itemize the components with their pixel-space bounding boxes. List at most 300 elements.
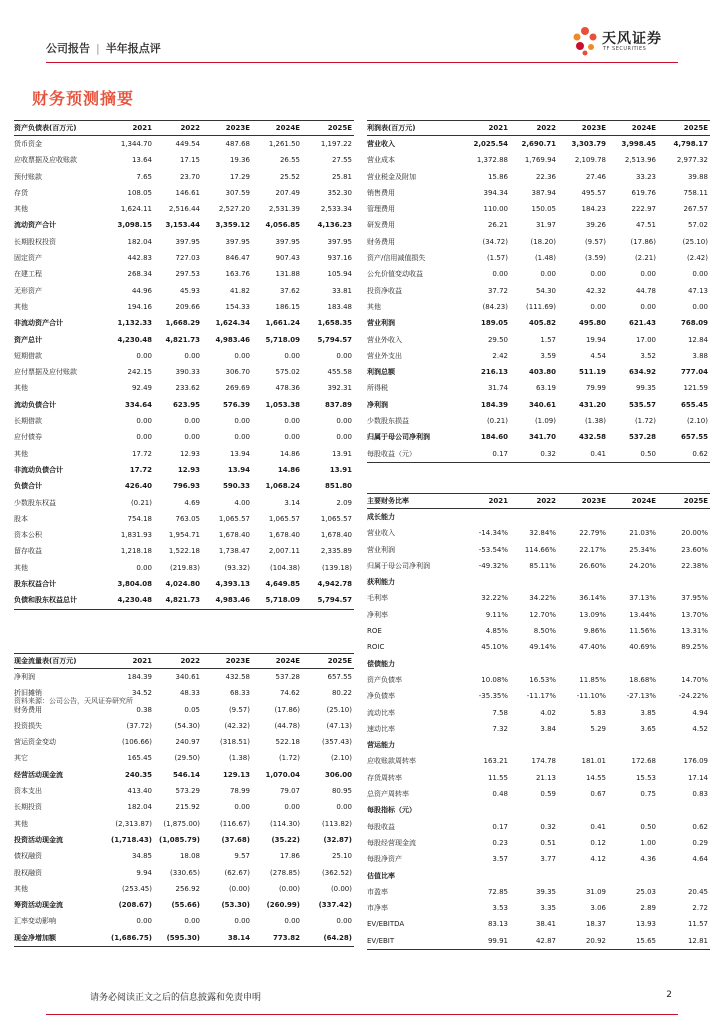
cell-value: 23.70 bbox=[179, 172, 200, 181]
cell-value: 13.64 bbox=[131, 156, 152, 165]
table-row bbox=[14, 462, 354, 478]
cell-value: 14.86 bbox=[277, 465, 300, 474]
balance-sheet-table bbox=[14, 120, 354, 610]
row-label: 流动负债合计 bbox=[14, 400, 56, 409]
cell-value: 0.17 bbox=[492, 822, 508, 831]
table-row bbox=[367, 413, 710, 429]
cell-value: 7.32 bbox=[492, 724, 508, 733]
cell-value: 33.23 bbox=[635, 172, 656, 181]
row-label: 在建工程 bbox=[14, 270, 42, 279]
cell-value: (62.67) bbox=[224, 868, 250, 877]
cell-value: 2.09 bbox=[336, 498, 352, 507]
table-row bbox=[367, 672, 710, 688]
cell-value: 0.00 bbox=[692, 270, 708, 279]
cell-value: 9.57 bbox=[234, 852, 250, 861]
cell-value bbox=[462, 737, 510, 753]
row-label: 其他 bbox=[14, 384, 28, 393]
table-row bbox=[367, 542, 710, 558]
cell-value: 129.13 bbox=[222, 770, 250, 779]
cell-value: 0.00 bbox=[284, 803, 300, 812]
row-label: 存货 bbox=[14, 188, 28, 197]
table-row bbox=[14, 543, 354, 559]
cell-value bbox=[608, 509, 658, 526]
cell-value: 9.94 bbox=[136, 868, 152, 877]
cell-value bbox=[510, 656, 558, 672]
column-header: 2021 bbox=[462, 494, 510, 509]
table-header-row bbox=[367, 121, 710, 136]
table-row bbox=[367, 169, 710, 185]
cell-value: 390.33 bbox=[175, 368, 200, 377]
cell-value: 44.78 bbox=[635, 286, 656, 295]
table-row bbox=[367, 819, 710, 835]
cell-value: (1.72) bbox=[634, 417, 656, 426]
cell-value: 0.00 bbox=[234, 351, 250, 360]
cell-value bbox=[510, 574, 558, 590]
cell-value: (2.10) bbox=[330, 754, 352, 763]
cell-value: (2.10) bbox=[686, 417, 708, 426]
row-label: 营运资金变动 bbox=[14, 738, 56, 747]
row-label: 固定资产 bbox=[14, 254, 42, 263]
cell-value: 754.18 bbox=[127, 514, 152, 523]
table-row bbox=[14, 217, 354, 233]
cell-value: 5,718.09 bbox=[265, 335, 300, 344]
column-header: 2022 bbox=[154, 654, 202, 669]
cell-value: (25.10) bbox=[682, 237, 708, 246]
table-row bbox=[367, 705, 710, 721]
cell-value: 0.00 bbox=[540, 270, 556, 279]
cell-value: (44.78) bbox=[274, 721, 300, 730]
table-row bbox=[367, 525, 710, 541]
cell-value: 907.43 bbox=[275, 254, 300, 263]
cell-value: 25.34% bbox=[629, 545, 656, 554]
cell-value: 3.88 bbox=[692, 351, 708, 360]
cell-value: 0.00 bbox=[640, 270, 656, 279]
cell-value bbox=[558, 802, 608, 818]
cell-value: (55.66) bbox=[171, 901, 200, 910]
column-header: 2025E bbox=[658, 121, 710, 136]
cell-value: 21.03% bbox=[629, 529, 656, 538]
source-note: 资料来源：公司公告，天风证券研究所 bbox=[14, 697, 133, 705]
cell-value: 727.03 bbox=[175, 254, 200, 263]
cell-value: 0.00 bbox=[284, 417, 300, 426]
cell-value: 42.32 bbox=[585, 286, 606, 295]
cell-value: 2,007.11 bbox=[268, 547, 300, 556]
cell-value: 3.77 bbox=[540, 855, 556, 864]
cell-value: 182.04 bbox=[127, 237, 152, 246]
cell-value: 5.83 bbox=[590, 708, 606, 717]
cell-value: (29.50) bbox=[174, 754, 200, 763]
cell-value: 11.57 bbox=[687, 920, 708, 929]
cell-value: 0.50 bbox=[640, 822, 656, 831]
cell-value: 851.80 bbox=[324, 482, 352, 491]
cell-value: 0.00 bbox=[590, 302, 606, 311]
cell-value: 183.48 bbox=[327, 302, 352, 311]
cell-value: 37.95% bbox=[681, 594, 708, 603]
cell-value: 546.14 bbox=[172, 770, 200, 779]
cell-value: 297.53 bbox=[175, 270, 200, 279]
cell-value: 184.39 bbox=[480, 400, 508, 409]
cell-value: -27.13% bbox=[626, 692, 656, 701]
cell-value: 45.93 bbox=[179, 286, 200, 295]
cell-value: -53.54% bbox=[478, 545, 508, 554]
cell-value: 33.81 bbox=[331, 286, 352, 295]
table-header-row bbox=[367, 494, 710, 509]
cell-value: 12.93 bbox=[179, 449, 200, 458]
page-number: 2 bbox=[666, 990, 672, 1000]
cell-value bbox=[558, 574, 608, 590]
cell-value: 27.55 bbox=[331, 156, 352, 165]
table-row bbox=[14, 397, 354, 413]
cell-value: (1,875.00) bbox=[163, 819, 200, 828]
table-row bbox=[14, 169, 354, 185]
cell-value: 13.44% bbox=[629, 610, 656, 619]
cell-value: 1,678.40 bbox=[218, 531, 250, 540]
column-header: 2021 bbox=[106, 121, 154, 136]
cell-value: 4.94 bbox=[692, 708, 708, 717]
cell-value: -24.22% bbox=[678, 692, 708, 701]
cell-value: 186.15 bbox=[275, 302, 300, 311]
cell-value: 163.76 bbox=[225, 270, 250, 279]
cell-value: (93.32) bbox=[224, 563, 250, 572]
row-label: 每股收益 bbox=[367, 822, 395, 831]
cell-value: 4,821.73 bbox=[165, 335, 200, 344]
table-row bbox=[367, 250, 710, 266]
cell-value: -11.10% bbox=[576, 692, 606, 701]
cell-value: 57.02 bbox=[687, 221, 708, 230]
cell-value: 78.99 bbox=[229, 787, 250, 796]
cell-value: 4,983.46 bbox=[202, 592, 252, 609]
cell-value: 397.95 bbox=[175, 237, 200, 246]
cell-value: -11.17% bbox=[526, 692, 556, 701]
cell-value: 0.17 bbox=[462, 446, 510, 463]
table-row bbox=[14, 380, 354, 396]
cell-value: 19.36 bbox=[229, 156, 250, 165]
row-label: 股权融资 bbox=[14, 868, 42, 877]
cell-value: 4.12 bbox=[590, 855, 606, 864]
table-row bbox=[367, 916, 710, 932]
row-label: 应收账款周转率 bbox=[367, 757, 416, 766]
row-label: 营业收入 bbox=[367, 140, 395, 148]
table-row bbox=[14, 816, 354, 832]
column-header: 2021 bbox=[462, 121, 510, 136]
cell-value: (114.30) bbox=[270, 819, 300, 828]
cell-value: 176.09 bbox=[683, 757, 708, 766]
row-label: 每股指标（元） bbox=[367, 806, 416, 815]
cell-value: (1,686.75) bbox=[106, 930, 154, 947]
cell-value: 41.82 bbox=[229, 286, 250, 295]
cell-value: 9.11% bbox=[485, 610, 508, 619]
table-title: 现金流量表(百万元) bbox=[14, 654, 106, 669]
column-header: 2024E bbox=[608, 121, 658, 136]
cell-value bbox=[510, 802, 558, 818]
cell-value bbox=[658, 868, 710, 884]
row-label: 营业收入 bbox=[367, 529, 395, 538]
cell-value: 0.50 bbox=[608, 446, 658, 463]
cell-value: 181.01 bbox=[581, 757, 606, 766]
cell-value: 83.13 bbox=[487, 920, 508, 929]
cell-value: 114.66% bbox=[524, 545, 556, 554]
cell-value: 4,798.17 bbox=[673, 140, 708, 148]
cell-value bbox=[462, 802, 510, 818]
cell-value: (37.72) bbox=[126, 721, 152, 730]
cell-value: (47.13) bbox=[326, 721, 352, 730]
row-label: 其他 bbox=[14, 302, 28, 311]
cell-value: 2,977.32 bbox=[676, 156, 708, 165]
cell-value: 13.93 bbox=[635, 920, 656, 929]
cell-value: 2,527.20 bbox=[218, 205, 250, 214]
cell-value: 8.50% bbox=[533, 627, 556, 636]
table-row bbox=[367, 737, 710, 753]
cell-value: 1,068.24 bbox=[265, 482, 300, 491]
cell-value: 5.29 bbox=[590, 724, 606, 733]
table-row bbox=[14, 332, 354, 348]
cell-value: 2,531.39 bbox=[268, 205, 300, 214]
row-label: 应付票据及应付账款 bbox=[14, 368, 77, 377]
cell-value: 18.08 bbox=[179, 852, 200, 861]
cell-value bbox=[510, 509, 558, 526]
cell-value: 92.49 bbox=[131, 384, 152, 393]
table-row bbox=[14, 560, 354, 576]
table-row bbox=[14, 783, 354, 799]
table-row bbox=[367, 315, 710, 331]
table-row bbox=[367, 851, 710, 867]
cell-value: 17.72 bbox=[129, 465, 152, 474]
cell-value: 4.85% bbox=[485, 627, 508, 636]
cell-value: 1,218.18 bbox=[120, 547, 152, 556]
cell-value: 0.00 bbox=[336, 351, 352, 360]
cell-value: 54.30 bbox=[535, 286, 556, 295]
table-row bbox=[14, 413, 354, 429]
cell-value: (9.57) bbox=[228, 705, 250, 714]
column-header: 2024E bbox=[608, 494, 658, 509]
table-header-row bbox=[14, 121, 354, 136]
cell-value: 42.87 bbox=[510, 933, 558, 950]
cell-value: 150.05 bbox=[531, 205, 556, 214]
row-label: 资产总计 bbox=[14, 335, 42, 344]
cell-value: 34.52 bbox=[131, 689, 152, 698]
cell-value: 25.52 bbox=[279, 172, 300, 181]
row-label: 财务费用 bbox=[367, 237, 395, 246]
table-row bbox=[14, 185, 354, 201]
cell-value: 432.58 bbox=[578, 433, 606, 442]
brand-logo-icon bbox=[570, 25, 600, 57]
cell-value bbox=[558, 509, 608, 526]
cell-value: (1,085.79) bbox=[159, 835, 200, 844]
cell-value: 1,678.40 bbox=[320, 531, 352, 540]
disclaimer: 请务必阅读正文之后的信息披露和免责申明 bbox=[90, 993, 262, 1003]
cell-value: 110.00 bbox=[483, 205, 508, 214]
table-row bbox=[14, 930, 354, 947]
cell-value: 17.86 bbox=[279, 852, 300, 861]
row-label: 少数股东权益 bbox=[14, 498, 56, 507]
row-label: 其他 bbox=[14, 563, 28, 572]
cell-value: (54.30) bbox=[174, 721, 200, 730]
cell-value bbox=[658, 737, 710, 753]
cell-value: 449.54 bbox=[175, 140, 200, 148]
row-label: 非流动负债合计 bbox=[14, 465, 63, 474]
cell-value: 1,624.34 bbox=[215, 319, 250, 328]
column-header: 2024E bbox=[252, 121, 302, 136]
cell-value: 0.51 bbox=[540, 838, 556, 847]
column-header: 2025E bbox=[302, 654, 354, 669]
cell-value: 26.55 bbox=[279, 156, 300, 165]
cell-value bbox=[510, 868, 558, 884]
cell-value: 36.14% bbox=[579, 594, 606, 603]
cell-value: 0.59 bbox=[540, 790, 556, 799]
brand-name-en: TF SECURITIES bbox=[603, 46, 647, 52]
cell-value: 0.00 bbox=[640, 302, 656, 311]
cell-value: 655.45 bbox=[680, 400, 708, 409]
row-label: 股东权益合计 bbox=[14, 580, 56, 589]
cell-value: (34.72) bbox=[482, 237, 508, 246]
cell-value: 773.82 bbox=[252, 930, 302, 947]
cell-value: 20.45 bbox=[687, 887, 708, 896]
cell-value: 37.72 bbox=[487, 286, 508, 295]
cell-value bbox=[462, 574, 510, 590]
table-row bbox=[367, 429, 710, 445]
cell-value: 3.84 bbox=[540, 724, 556, 733]
cell-value: 9.86% bbox=[583, 627, 606, 636]
cell-value: 1,678.40 bbox=[268, 531, 300, 540]
cell-value: 334.64 bbox=[124, 400, 152, 409]
header-separator: | bbox=[96, 42, 100, 55]
row-label: 财务费用 bbox=[14, 705, 42, 714]
table-row bbox=[14, 897, 354, 913]
cell-value: 163.21 bbox=[483, 757, 508, 766]
cell-value: 0.00 bbox=[234, 417, 250, 426]
cell-value: 44.96 bbox=[131, 286, 152, 295]
table-row bbox=[14, 799, 354, 815]
cell-value: 39.88 bbox=[687, 172, 708, 181]
cell-value: 5,794.57 bbox=[302, 592, 354, 609]
table-row bbox=[367, 802, 710, 818]
cell-value: 2,109.78 bbox=[574, 156, 606, 165]
cell-value: 17.29 bbox=[229, 172, 250, 181]
table-row bbox=[367, 446, 710, 463]
row-label: 其他 bbox=[14, 819, 28, 828]
cell-value: 4,230.48 bbox=[106, 592, 154, 609]
cell-value: 763.05 bbox=[175, 514, 200, 523]
cell-value: (1.38) bbox=[584, 417, 606, 426]
cell-value: 405.82 bbox=[528, 319, 556, 328]
table-row bbox=[14, 592, 354, 609]
row-label: EV/EBIT bbox=[367, 933, 462, 950]
row-label: 现金净增加额 bbox=[14, 930, 106, 947]
cell-value: 4,024.80 bbox=[165, 580, 200, 589]
row-label: 流动资产合计 bbox=[14, 221, 56, 230]
cell-value: (0.21) bbox=[486, 417, 508, 426]
cell-value: 14.86 bbox=[279, 449, 300, 458]
cell-value: 3.35 bbox=[540, 904, 556, 913]
cell-value: 0.83 bbox=[692, 790, 708, 799]
cell-value: 209.66 bbox=[175, 302, 200, 311]
table-row bbox=[14, 348, 354, 364]
cell-value: 1,065.57 bbox=[320, 514, 352, 523]
table-row bbox=[14, 429, 354, 445]
cell-value: 79.99 bbox=[585, 384, 606, 393]
cell-value: (17.86) bbox=[274, 705, 300, 714]
row-label: 估值比率 bbox=[367, 871, 395, 880]
row-label: 负债和股东权益总计 bbox=[14, 592, 106, 609]
cell-value: 14.55 bbox=[585, 773, 606, 782]
column-header: 2023E bbox=[558, 494, 608, 509]
row-label: 营业税金及附加 bbox=[367, 172, 416, 181]
cell-value: 0.62 bbox=[658, 446, 710, 463]
row-label: 股本 bbox=[14, 514, 28, 523]
cell-value: 207.49 bbox=[275, 188, 300, 197]
row-label: 总资产周转率 bbox=[367, 790, 409, 799]
cell-value: 5,718.09 bbox=[252, 592, 302, 609]
table-row bbox=[367, 201, 710, 217]
cell-value: 18.68% bbox=[629, 675, 656, 684]
cell-value: 573.29 bbox=[175, 787, 200, 796]
cell-value: 535.57 bbox=[628, 400, 656, 409]
cell-value: 222.97 bbox=[631, 205, 656, 214]
cell-value: 99.35 bbox=[635, 384, 656, 393]
cell-value: 623.95 bbox=[172, 400, 200, 409]
cell-value: 3.65 bbox=[640, 724, 656, 733]
row-label: 偿债能力 bbox=[367, 659, 395, 668]
cell-value: 233.62 bbox=[175, 384, 200, 393]
table-row bbox=[367, 136, 710, 153]
column-header: 2023E bbox=[558, 121, 608, 136]
cell-value: 2,025.54 bbox=[473, 140, 508, 148]
cell-value: (84.23) bbox=[482, 302, 508, 311]
cell-value: 0.00 bbox=[590, 270, 606, 279]
cell-value: 29.50 bbox=[487, 335, 508, 344]
cell-value: 621.43 bbox=[628, 319, 656, 328]
cell-value: 269.69 bbox=[225, 384, 250, 393]
cell-value bbox=[608, 802, 658, 818]
cell-value: 16.53% bbox=[529, 675, 556, 684]
cell-value: 1,197.22 bbox=[320, 140, 352, 148]
report-subtype: 半年报点评 bbox=[105, 42, 161, 55]
table-row bbox=[14, 734, 354, 750]
cell-value bbox=[558, 656, 608, 672]
cell-value: 758.11 bbox=[683, 188, 708, 197]
cell-value: 777.04 bbox=[680, 368, 708, 377]
table-row bbox=[367, 397, 710, 413]
cell-value: (3.59) bbox=[584, 254, 606, 263]
cell-value: 13.91 bbox=[331, 449, 352, 458]
cell-value: 306.00 bbox=[324, 770, 352, 779]
row-label: 归属于母公司净利润 bbox=[367, 433, 430, 442]
cell-value: 3.14 bbox=[284, 498, 300, 507]
cell-value: -49.32% bbox=[478, 561, 508, 570]
table-row bbox=[14, 511, 354, 527]
table-row bbox=[14, 750, 354, 766]
cell-value: 17.14 bbox=[687, 773, 708, 782]
cell-value: 394.34 bbox=[483, 188, 508, 197]
row-label: 非流动资产合计 bbox=[14, 319, 63, 328]
row-label: 投资损失 bbox=[14, 721, 42, 730]
table-row bbox=[367, 558, 710, 574]
cell-value: 4.36 bbox=[640, 855, 656, 864]
cell-value: (25.10) bbox=[326, 705, 352, 714]
table-row bbox=[14, 250, 354, 266]
cell-value: -35.35% bbox=[478, 692, 508, 701]
cell-value: 426.40 bbox=[124, 482, 152, 491]
table-row bbox=[14, 865, 354, 881]
table-row bbox=[14, 266, 354, 282]
cell-value: 0.62 bbox=[692, 822, 708, 831]
cell-value: (111.69) bbox=[526, 302, 556, 311]
table-row bbox=[14, 478, 354, 494]
table-row bbox=[14, 364, 354, 380]
table-row bbox=[14, 881, 354, 897]
table-row bbox=[367, 639, 710, 655]
table-row bbox=[14, 495, 354, 511]
